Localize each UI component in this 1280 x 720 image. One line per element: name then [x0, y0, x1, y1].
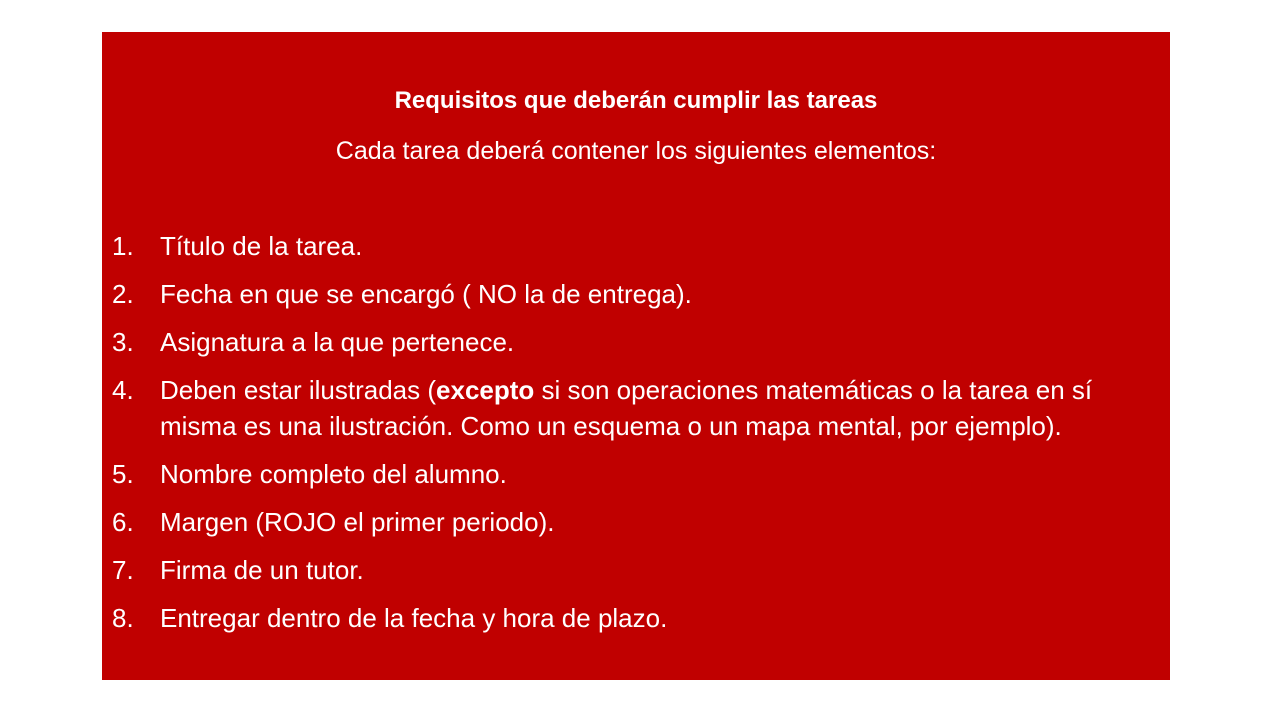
- list-item: [102, 324, 1170, 360]
- list-item: [102, 552, 1170, 588]
- list-item: [102, 504, 1170, 540]
- list-item: [102, 372, 1170, 444]
- list-item-number: 1.: [112, 231, 134, 261]
- list-item: [102, 456, 1170, 492]
- list-item-text-after: si son operaciones matemáticas o la tarea en sí misma es una ilustración. Como un esquema o un mapa mental, por ejemplo).: [160, 375, 1093, 441]
- list-item-number: 2.: [112, 279, 134, 309]
- list-item-text: Firma de un tutor.: [160, 555, 364, 585]
- list-item-number: 5.: [112, 459, 134, 489]
- list-item-text-bold: excepto: [436, 375, 535, 405]
- slide-subtitle: Cada tarea deberá contener los siguientes elementos:: [335, 137, 937, 165]
- list-item-text: Título de la tarea.: [160, 231, 363, 261]
- requirements-list: [102, 228, 1170, 648]
- list-item-text: Margen (ROJO el primer periodo).: [160, 507, 555, 537]
- list-item-text: Fecha en que se encargó ( NO la de entrega).: [160, 279, 692, 309]
- list-item-number: 8.: [112, 603, 134, 633]
- list-item-number: 6.: [112, 507, 134, 537]
- list-item-text: Asignatura a la que pertenece.: [160, 327, 515, 357]
- list-item-text: Entregar dentro de la fecha y hora de plazo.: [160, 603, 668, 633]
- list-item: [102, 228, 1170, 264]
- list-item-text: Nombre completo del alumno.: [160, 459, 507, 489]
- slide-title: Requisitos que deberán cumplir las tareas: [394, 87, 878, 114]
- slide-panel: [102, 32, 1170, 680]
- list-item-number: 7.: [112, 555, 134, 585]
- list-item: [102, 276, 1170, 312]
- list-item-text-before: Deben estar ilustradas (: [160, 375, 437, 405]
- list-item-number: 4.: [112, 375, 134, 405]
- list-item-number: 3.: [112, 327, 134, 357]
- list-item: [102, 600, 1170, 636]
